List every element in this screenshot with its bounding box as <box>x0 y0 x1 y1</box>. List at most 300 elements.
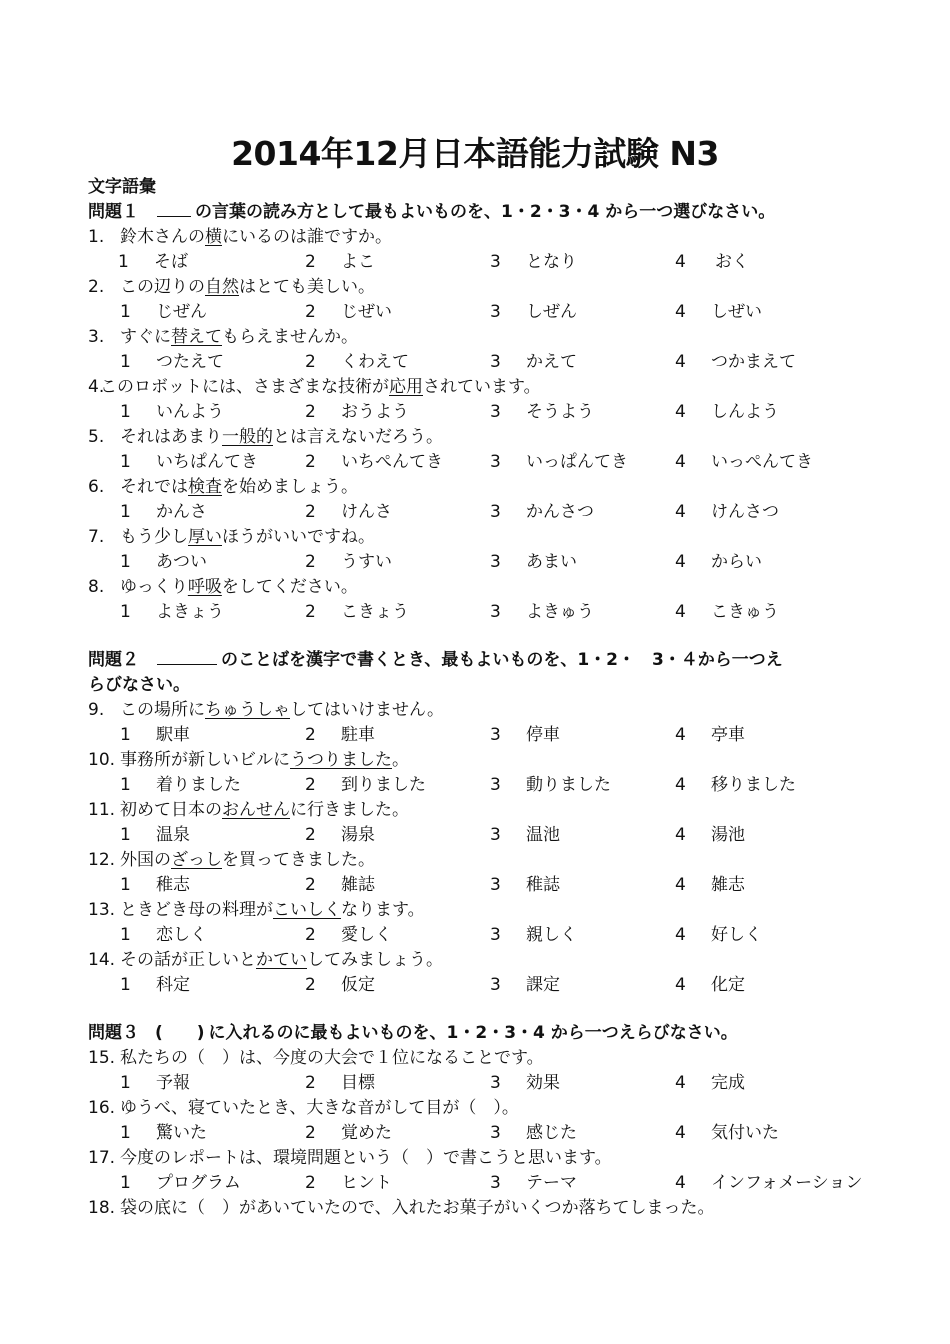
option-text: いんよう <box>156 402 224 422</box>
question-text: この場所に <box>120 700 205 720</box>
option-3[interactable] <box>490 923 577 947</box>
option-2[interactable] <box>305 600 409 624</box>
question-text: してはいけません。 <box>290 700 445 720</box>
option-1[interactable] <box>120 873 190 897</box>
option-text: いっぺんてき <box>711 452 813 472</box>
option-text: 効果 <box>526 1073 560 1093</box>
option-4[interactable] <box>675 500 779 524</box>
option-4[interactable] <box>675 550 762 574</box>
option-text: 亭車 <box>711 725 745 745</box>
option-text: じぜん <box>156 302 207 322</box>
q1-label: 問題１ <box>88 202 139 222</box>
option-text: いちぱんてき <box>156 452 258 472</box>
question-8 <box>88 575 358 599</box>
q2-label: 問題２ <box>88 650 139 670</box>
option-3[interactable] <box>490 550 577 574</box>
option-3[interactable] <box>490 250 577 274</box>
option-number: 4 <box>675 452 686 472</box>
option-text: そうよう <box>526 402 594 422</box>
option-2[interactable] <box>305 450 443 474</box>
question-text: それでは <box>120 477 188 497</box>
option-text: こきゅう <box>711 602 779 622</box>
question-number: 6. <box>88 477 105 497</box>
q3-heading <box>88 1021 738 1045</box>
option-number: 1 <box>120 725 131 745</box>
option-text: 課定 <box>526 975 560 995</box>
question-number: 2. <box>88 277 105 297</box>
option-text: いちぺんてき <box>341 452 443 472</box>
option-2[interactable] <box>305 350 409 374</box>
option-1[interactable] <box>120 823 190 847</box>
question-number: 12. <box>88 850 116 870</box>
option-text: あまい <box>526 552 577 572</box>
option-text: テーマ <box>526 1173 577 1193</box>
option-number: 2 <box>305 725 316 745</box>
option-4[interactable] <box>675 773 796 797</box>
option-text: 動りました <box>526 775 611 795</box>
option-2[interactable] <box>305 300 392 324</box>
question-text: ほうがいいですね。 <box>222 527 375 547</box>
question-target: 応用 <box>389 377 423 397</box>
option-text: かんさつ <box>526 502 594 522</box>
option-3[interactable] <box>490 350 577 374</box>
option-text: そば <box>154 252 188 272</box>
option-4[interactable] <box>675 873 745 897</box>
option-number: 1 <box>120 402 131 422</box>
option-number: 2 <box>305 552 316 572</box>
option-3[interactable] <box>490 973 560 997</box>
option-number: 1 <box>120 352 131 372</box>
option-1[interactable] <box>120 1171 241 1195</box>
option-4[interactable] <box>675 250 749 274</box>
option-number: 2 <box>305 302 316 322</box>
question-14 <box>88 948 443 972</box>
option-3[interactable] <box>490 723 560 747</box>
option-text: 恋しく <box>156 925 207 945</box>
question-target: ちゅうしゃ <box>205 700 290 720</box>
option-1[interactable] <box>120 550 207 574</box>
option-text: あつい <box>156 552 207 572</box>
option-number: 3 <box>490 725 501 745</box>
option-text: かんさ <box>156 502 207 522</box>
option-3[interactable] <box>490 823 560 847</box>
option-text: 雑志 <box>711 875 745 895</box>
question-number: 10. <box>88 750 116 770</box>
question-text: とは言えないだろう。 <box>273 427 443 447</box>
option-2[interactable] <box>305 500 392 524</box>
option-text: じぜい <box>341 302 392 322</box>
question-3 <box>88 325 358 349</box>
question-text: 鈴木さんの <box>120 227 205 247</box>
option-4[interactable] <box>675 300 762 324</box>
option-number: 2 <box>305 352 316 372</box>
option-2[interactable] <box>305 923 392 947</box>
option-text: 着りました <box>156 775 241 795</box>
option-number: 1 <box>120 552 131 572</box>
option-text: 科定 <box>156 975 190 995</box>
question-target: うつりました <box>290 750 392 770</box>
option-number: 2 <box>305 452 316 472</box>
question-text: はとても美しい。 <box>239 277 375 297</box>
question-number: 17. <box>88 1148 116 1168</box>
option-number: 2 <box>305 252 316 272</box>
option-number: 4 <box>675 825 686 845</box>
question-target: 自然 <box>205 277 239 297</box>
option-text: かえて <box>526 352 577 372</box>
question-11 <box>88 798 409 822</box>
option-text: 稚誌 <box>526 875 560 895</box>
option-number: 4 <box>675 502 686 522</box>
q3-label: 問題３ <box>88 1023 139 1043</box>
option-3[interactable] <box>490 1121 577 1145</box>
option-text: いっぱんてき <box>526 452 628 472</box>
option-text: しぜい <box>711 302 762 322</box>
question-text: 袋の底に（ ）があいていたので、入れたお菓子がいくつか落ちてしまった。 <box>120 1198 715 1218</box>
question-text: もう少し <box>120 527 188 547</box>
option-4[interactable] <box>675 823 745 847</box>
option-number: 2 <box>305 1123 316 1143</box>
option-number: 3 <box>490 402 501 422</box>
option-number: 3 <box>490 352 501 372</box>
option-2[interactable] <box>305 400 409 424</box>
option-text: インフォメーション <box>711 1173 863 1193</box>
option-text: うすい <box>341 552 392 572</box>
option-text: 移りました <box>711 775 796 795</box>
option-text: よこ <box>341 252 375 272</box>
question-number: 14. <box>88 950 116 970</box>
option-1[interactable] <box>120 300 207 324</box>
question-number: 7. <box>88 527 105 547</box>
option-number: 4 <box>675 252 686 272</box>
question-target: こいしく <box>273 900 341 920</box>
option-1[interactable] <box>120 1121 207 1145</box>
question-text: すぐに <box>120 327 171 347</box>
option-text: つたえて <box>156 352 224 372</box>
question-number: 11. <box>88 800 116 820</box>
option-text: 湯池 <box>711 825 745 845</box>
question-text: に行きました。 <box>290 800 409 820</box>
option-number: 1 <box>120 925 131 945</box>
question-text: してみましょう。 <box>307 950 443 970</box>
option-text: 温池 <box>526 825 560 845</box>
option-number: 2 <box>305 975 316 995</box>
option-number: 4 <box>675 352 686 372</box>
q3-instruction: に入れるのに最もよいものを、1・2・3・4 から一つえらびなさい。 <box>208 1023 738 1043</box>
option-text: 完成 <box>711 1073 745 1093</box>
q1-heading <box>88 200 775 224</box>
option-1[interactable] <box>120 973 190 997</box>
option-number: 1 <box>120 1173 131 1193</box>
option-number: 3 <box>490 452 501 472</box>
option-text: となり <box>526 252 577 272</box>
option-number: 1 <box>120 825 131 845</box>
option-number: 3 <box>490 552 501 572</box>
option-2[interactable] <box>305 973 375 997</box>
option-text: からい <box>711 552 762 572</box>
option-3[interactable] <box>490 500 594 524</box>
option-number: 4 <box>675 1173 686 1193</box>
option-number: 4 <box>675 975 686 995</box>
question-10 <box>88 748 409 772</box>
option-number: 3 <box>490 825 501 845</box>
q1-instruction: の言葉の読み方として最もよいものを、1・2・3・4 から一つ選びなさい。 <box>195 202 776 222</box>
question-text: それはあまり <box>120 427 222 447</box>
option-text: しぜん <box>526 302 577 322</box>
option-text: 好しく <box>711 925 762 945</box>
option-number: 3 <box>490 775 501 795</box>
question-text: ゆうべ、寝ていたとき、大きな音がして目が（ ）。 <box>120 1098 519 1118</box>
question-target: 検査 <box>188 477 222 497</box>
q2-heading-cont: らびなさい。 <box>88 675 190 695</box>
option-number: 4 <box>675 775 686 795</box>
question-text: 外国の <box>120 850 171 870</box>
question-5 <box>88 425 443 449</box>
option-text: 覚めた <box>341 1123 392 1143</box>
option-1[interactable] <box>118 250 188 274</box>
question-16 <box>88 1096 519 1120</box>
option-number: 1 <box>120 1073 131 1093</box>
question-text: もらえませんか。 <box>222 327 358 347</box>
option-4[interactable] <box>675 1171 862 1195</box>
option-2[interactable] <box>305 773 426 797</box>
option-text: けんさ <box>341 502 392 522</box>
question-text: ゆっくり <box>120 577 188 597</box>
question-target: 横 <box>205 227 222 247</box>
question-target: 厚い <box>188 527 222 547</box>
q2-instruction: のことばを漢字で書くとき、最もよいものを、1・2・ 3・４から一つえ <box>221 650 783 670</box>
question-number: 5. <box>88 427 105 447</box>
question-number: 15. <box>88 1048 116 1068</box>
option-text: 温泉 <box>156 825 190 845</box>
option-2[interactable] <box>305 250 375 274</box>
question-text: を始めましょう。 <box>222 477 358 497</box>
option-number: 2 <box>305 1173 316 1193</box>
q3-paren: ( ) <box>155 1023 205 1043</box>
question-text: ときどき母の料理が <box>120 900 273 920</box>
option-text: 親しく <box>526 925 577 945</box>
option-text: つかまえて <box>711 352 796 372</box>
question-text: このロボットには、さまざまな技術が <box>100 377 389 397</box>
option-4[interactable] <box>675 1121 779 1145</box>
option-number: 3 <box>490 875 501 895</box>
option-1[interactable] <box>120 923 207 947</box>
option-number: 4 <box>675 402 686 422</box>
option-number: 4 <box>675 552 686 572</box>
option-number: 1 <box>120 452 131 472</box>
option-1[interactable] <box>120 600 224 624</box>
option-text: 感じた <box>526 1123 577 1143</box>
option-number: 2 <box>305 602 316 622</box>
option-2[interactable] <box>305 550 392 574</box>
option-text: ヒント <box>341 1173 392 1193</box>
question-number: 8. <box>88 577 105 597</box>
question-9 <box>88 698 444 722</box>
option-4[interactable] <box>675 350 796 374</box>
option-number: 3 <box>490 1173 501 1193</box>
option-number: 4 <box>675 725 686 745</box>
option-number: 1 <box>120 602 131 622</box>
question-number: 18. <box>88 1198 116 1218</box>
option-number: 3 <box>490 975 501 995</box>
question-text: されています。 <box>423 377 541 397</box>
option-text: おく <box>715 252 749 272</box>
question-7 <box>88 525 375 549</box>
option-1[interactable] <box>120 350 224 374</box>
option-1[interactable] <box>120 723 190 747</box>
option-number: 1 <box>120 1123 131 1143</box>
option-number: 1 <box>120 875 131 895</box>
option-number: 2 <box>305 502 316 522</box>
question-target: 一般的 <box>222 427 273 447</box>
question-text: をしてください。 <box>221 577 358 597</box>
option-text: 駅車 <box>156 725 190 745</box>
option-4[interactable] <box>675 1071 745 1095</box>
option-number: 1 <box>120 302 131 322</box>
option-4[interactable] <box>675 600 779 624</box>
option-2[interactable] <box>305 873 375 897</box>
page-title: 2014年12月日本語能力試験 N3 <box>231 134 719 173</box>
option-text: 仮定 <box>341 975 375 995</box>
option-1[interactable] <box>120 773 241 797</box>
option-text: よきゅう <box>526 602 594 622</box>
option-text: おうよう <box>341 402 409 422</box>
question-4 <box>88 375 541 399</box>
question-text: 今度のレポートは、環境問題という（ ）で書こうと思います。 <box>120 1148 612 1168</box>
option-text: 愛しく <box>341 925 392 945</box>
question-number: 3. <box>88 327 105 347</box>
question-text: 事務所が新しいビルに <box>120 750 290 770</box>
option-2[interactable] <box>305 1171 392 1195</box>
option-number: 3 <box>490 1073 501 1093</box>
option-text: 予報 <box>156 1073 190 1093</box>
option-text: 駐車 <box>341 725 375 745</box>
question-text: なります。 <box>341 900 425 920</box>
option-number: 2 <box>305 875 316 895</box>
option-number: 3 <box>490 1123 501 1143</box>
option-4[interactable] <box>675 923 762 947</box>
option-number: 3 <box>490 925 501 945</box>
option-3[interactable] <box>490 400 594 424</box>
option-4[interactable] <box>675 973 745 997</box>
question-text: 私たちの（ ）は、今度の大会で１位になることです。 <box>120 1048 544 1068</box>
question-2 <box>88 275 375 299</box>
question-6 <box>88 475 358 499</box>
option-number: 3 <box>490 602 501 622</box>
option-4[interactable] <box>675 723 745 747</box>
option-3[interactable] <box>490 873 560 897</box>
option-3[interactable] <box>490 773 611 797</box>
option-number: 2 <box>305 825 316 845</box>
option-text: 到りました <box>341 775 426 795</box>
question-13 <box>88 898 425 922</box>
question-18 <box>88 1196 715 1220</box>
question-number: 4. <box>88 377 105 397</box>
q2-heading <box>88 648 783 672</box>
option-number: 2 <box>305 402 316 422</box>
q2-blank <box>157 650 217 665</box>
question-number: 16. <box>88 1098 116 1118</box>
question-text: を買ってきました。 <box>222 850 375 870</box>
question-target: 替えて <box>171 327 222 347</box>
question-text: にいるのは誰ですか。 <box>222 227 392 247</box>
question-target: おんせん <box>222 800 290 820</box>
question-number: 1. <box>88 227 105 247</box>
option-number: 2 <box>305 775 316 795</box>
option-number: 2 <box>305 1073 316 1093</box>
option-text: くわえて <box>341 352 409 372</box>
option-text: 目標 <box>341 1073 375 1093</box>
option-4[interactable] <box>675 450 813 474</box>
option-text: 化定 <box>711 975 745 995</box>
option-text: 驚いた <box>156 1123 207 1143</box>
option-1[interactable] <box>120 1071 190 1095</box>
option-1[interactable] <box>120 450 258 474</box>
option-1[interactable] <box>120 400 224 424</box>
q1-blank <box>157 202 191 217</box>
option-2[interactable] <box>305 1071 375 1095</box>
option-2[interactable] <box>305 823 375 847</box>
option-text: けんさつ <box>711 502 779 522</box>
question-1 <box>88 225 392 249</box>
option-number: 4 <box>675 925 686 945</box>
question-15 <box>88 1046 544 1070</box>
option-3[interactable] <box>490 600 594 624</box>
option-1[interactable] <box>120 500 207 524</box>
question-17 <box>88 1146 612 1170</box>
option-number: 4 <box>675 602 686 622</box>
option-number: 3 <box>490 302 501 322</box>
option-number: 4 <box>675 1073 686 1093</box>
option-text: よきょう <box>156 602 224 622</box>
question-target: かてい <box>256 950 307 970</box>
option-3[interactable] <box>490 1171 577 1195</box>
option-number: 4 <box>675 1123 686 1143</box>
question-target: 呼吸 <box>187 577 222 597</box>
question-text: その話が正しいと <box>120 950 256 970</box>
option-text: プログラム <box>156 1173 241 1193</box>
question-number: 9. <box>88 700 105 720</box>
question-text: 初めて日本の <box>120 800 222 820</box>
option-number: 4 <box>675 875 686 895</box>
option-2[interactable] <box>305 1121 392 1145</box>
option-text: 湯泉 <box>341 825 375 845</box>
option-number: 1 <box>120 775 131 795</box>
option-3[interactable] <box>490 450 628 474</box>
option-text: 雑誌 <box>341 875 375 895</box>
option-number: 1 <box>118 252 129 272</box>
question-text: 。 <box>392 750 409 770</box>
option-2[interactable] <box>305 723 375 747</box>
option-3[interactable] <box>490 1071 560 1095</box>
option-text: こきょう <box>341 602 409 622</box>
option-number: 1 <box>120 502 131 522</box>
section-title: 文字語彙 <box>88 177 156 197</box>
question-number: 13. <box>88 900 116 920</box>
option-text: しんよう <box>711 402 779 422</box>
question-12 <box>88 848 375 872</box>
option-4[interactable] <box>675 400 779 424</box>
option-text: 稚志 <box>156 875 190 895</box>
question-text: この辺りの <box>120 277 205 297</box>
option-text: 気付いた <box>711 1123 779 1143</box>
option-number: 4 <box>675 302 686 322</box>
option-number: 2 <box>305 925 316 945</box>
option-3[interactable] <box>490 300 577 324</box>
option-text: 停車 <box>526 725 560 745</box>
option-number: 1 <box>120 975 131 995</box>
question-target: ざっし <box>171 850 222 870</box>
option-number: 3 <box>490 252 501 272</box>
